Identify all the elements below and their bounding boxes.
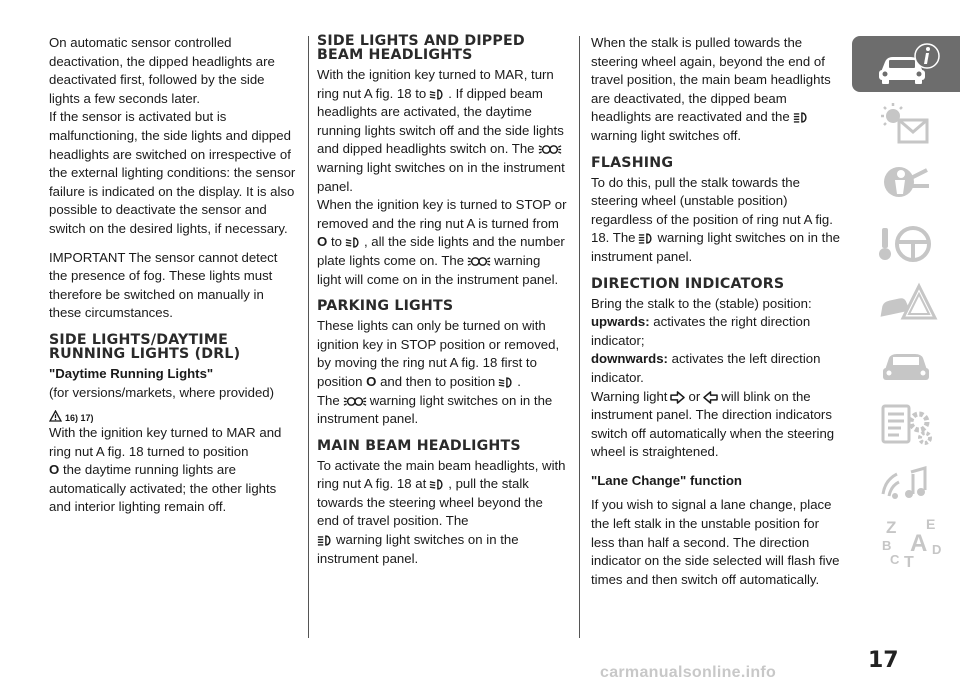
text: These lights can only be turned on with ignition key in STOP position or removed, by moving the ring nut A fig. 18 first to position — [317, 318, 560, 389]
text: activates the right direction indicator; — [591, 314, 811, 348]
dipped-beam-icon — [429, 478, 445, 491]
paragraph — [591, 388, 843, 462]
column-divider — [579, 36, 580, 638]
dipped-beam-icon — [429, 88, 445, 101]
paragraph: Bring the stalk to the (stable) position: — [591, 295, 812, 311]
text: will blink on the instrument panel. The direction indicators switch off automatically when the steering wheel is straightened. — [591, 388, 835, 460]
text: With the ignition key turned to MAR and ring nut A fig. 18 turned to position — [49, 425, 282, 459]
tab-technical-data[interactable] — [852, 396, 960, 452]
index-letter: T — [904, 554, 914, 571]
text: Warning light — [591, 388, 668, 404]
column-3 — [591, 34, 843, 599]
text: warning light switches on in the instrument panel. — [317, 159, 565, 194]
warning-triangle-icon — [49, 410, 62, 422]
side-lights-icon — [538, 143, 562, 156]
warning-refs — [49, 410, 297, 424]
main-beam-icon — [638, 232, 654, 245]
chapter-tabs — [852, 36, 960, 576]
text: When the stalk is pulled towards the steering wheel again, beyond the end of travel position, the main beam headlights are deactivated, the dipped beam headlights are reactivated and the — [591, 35, 831, 125]
index-letter: C — [890, 552, 900, 567]
multimedia-icon — [871, 460, 941, 508]
main-beam-icon — [793, 111, 809, 124]
warning-ref-numbers: 16) 17) — [65, 413, 94, 424]
text: , pull the stalk towards the steering wheel beyond the end of travel position. The — [317, 476, 543, 529]
tab-multimedia[interactable] — [852, 456, 960, 512]
paragraph — [591, 313, 843, 350]
side-lights-icon — [343, 395, 367, 408]
side-lights-icon — [467, 255, 491, 268]
starting-driving-icon — [871, 220, 941, 268]
paragraph — [317, 196, 567, 289]
right-arrow-icon — [670, 391, 685, 404]
paragraph: If you wish to signal a lane change, place the left stalk in the unstable position for less than half a second. The direction indicator on the side selected will flash five times and then switch off automatically. — [591, 497, 840, 587]
text: . — [517, 373, 521, 389]
tab-maintenance[interactable] — [852, 336, 960, 392]
text: to — [330, 234, 342, 250]
section-heading-drl: SIDE LIGHTS/DAYTIME RUNNING LIGHTS (DRL) — [49, 331, 241, 362]
upwards-label: upwards: — [591, 314, 650, 330]
text: . If dipped beam headlights are activated, the daytime running lights switch off and the side lights and dipped headlights switch on. The — [317, 85, 564, 157]
section-heading-side-lights: SIDE LIGHTS AND DIPPED BEAM HEADLIGHTS — [317, 33, 525, 63]
index-letter: Z — [886, 518, 897, 537]
column-1 — [49, 34, 297, 527]
paragraph — [317, 457, 567, 569]
main-beam-icon — [317, 534, 333, 547]
paragraph — [591, 350, 843, 387]
text: activates the left direction indicator. — [591, 351, 821, 385]
text: and then to position — [380, 373, 496, 389]
index-letter: D — [932, 542, 942, 557]
left-arrow-icon — [703, 391, 718, 404]
paragraph — [317, 66, 567, 196]
text: warning light switches off. — [591, 127, 742, 143]
tab-starting[interactable] — [852, 216, 960, 272]
dashboard-lights-icon — [871, 100, 941, 148]
watermark: carmanualsonline.info — [600, 664, 777, 681]
section-heading-main-beam: MAIN BEAM HEADLIGHTS — [317, 437, 521, 454]
paragraph — [591, 34, 843, 146]
tab-emergency[interactable] — [852, 276, 960, 332]
page-number: 17 — [868, 648, 899, 673]
drl-note: (for versions/markets, where provided) — [49, 384, 274, 400]
position-o: O — [49, 462, 60, 478]
safety-airbag-icon — [871, 160, 941, 208]
dipped-beam-icon — [345, 236, 361, 249]
car-info-icon — [871, 42, 941, 86]
section-heading-parking: PARKING LIGHTS — [317, 298, 454, 315]
dipped-beam-icon — [498, 376, 514, 389]
index-letter: B — [882, 538, 892, 553]
text: The — [317, 392, 340, 408]
text: , all the side lights and the number plate lights come on. The — [317, 234, 565, 268]
tab-safety[interactable] — [852, 156, 960, 212]
index-letter: E — [926, 516, 936, 532]
section-heading-direction-indicators: DIRECTION INDICATORS — [591, 275, 785, 292]
text: To activate the main beam headlights, with ring nut A fig. 18 at — [317, 457, 566, 492]
text: warning light will come on in the instrument panel. — [317, 252, 559, 287]
position-o: O — [317, 234, 328, 250]
tab-dashboard[interactable] — [852, 96, 960, 152]
paragraph — [591, 174, 843, 267]
paragraph: IMPORTANT The sensor cannot detect the presence of fog. These lights must therefore be switched on manually in these circumstances. — [49, 249, 278, 321]
emergency-icon — [871, 280, 941, 328]
maintenance-icon — [871, 340, 941, 388]
position-o: O — [366, 373, 377, 389]
text: warning light switches on in the instrument panel. — [591, 230, 841, 264]
downwards-label: downwards: — [591, 351, 668, 367]
paragraph-drl — [49, 424, 297, 517]
text: With the ignition key turned to MAR, turn ring nut A fig. 18 to — [317, 67, 554, 101]
paragraph — [317, 317, 567, 429]
index-letter: A — [910, 530, 928, 557]
paragraph: On automatic sensor controlled deactivation, the dipped headlights are deactivated first, followed by the side lights a few seconds later. — [49, 35, 275, 106]
text: warning light switches on in the instrument panel. — [317, 392, 553, 427]
lane-change-heading: "Lane Change" function — [591, 472, 742, 488]
drl-subheading: "Daytime Running Lights" — [49, 365, 214, 381]
paragraph: If the sensor is activated but is malfunctioning, the side lights and dipped headlights are switched on irrespective of the external lighting conditions: the sensor failure is indicated on the display. It is also possible to deactivate the sensor and switch on the desired lights, if necessary. — [49, 109, 296, 236]
column-divider — [308, 36, 309, 638]
column-2 — [317, 34, 567, 578]
text: When the ignition key is turned to STOP or removed and the ring nut A is turned from — [317, 197, 567, 231]
section-heading-flashing: FLASHING — [591, 154, 674, 171]
tab-car-info[interactable] — [852, 36, 960, 92]
tab-index[interactable] — [852, 516, 960, 572]
text: warning light switches on in the instrument panel. — [317, 532, 519, 566]
text: the daytime running lights are automatically activated; the other lights and interior lighting remain off. — [49, 462, 277, 515]
text: To do this, pull the stalk towards the steering wheel (unstable position) regardless of the position of ring nut A fig. 18. The — [591, 174, 833, 246]
text: or — [688, 388, 701, 404]
technical-data-icon — [871, 400, 941, 448]
